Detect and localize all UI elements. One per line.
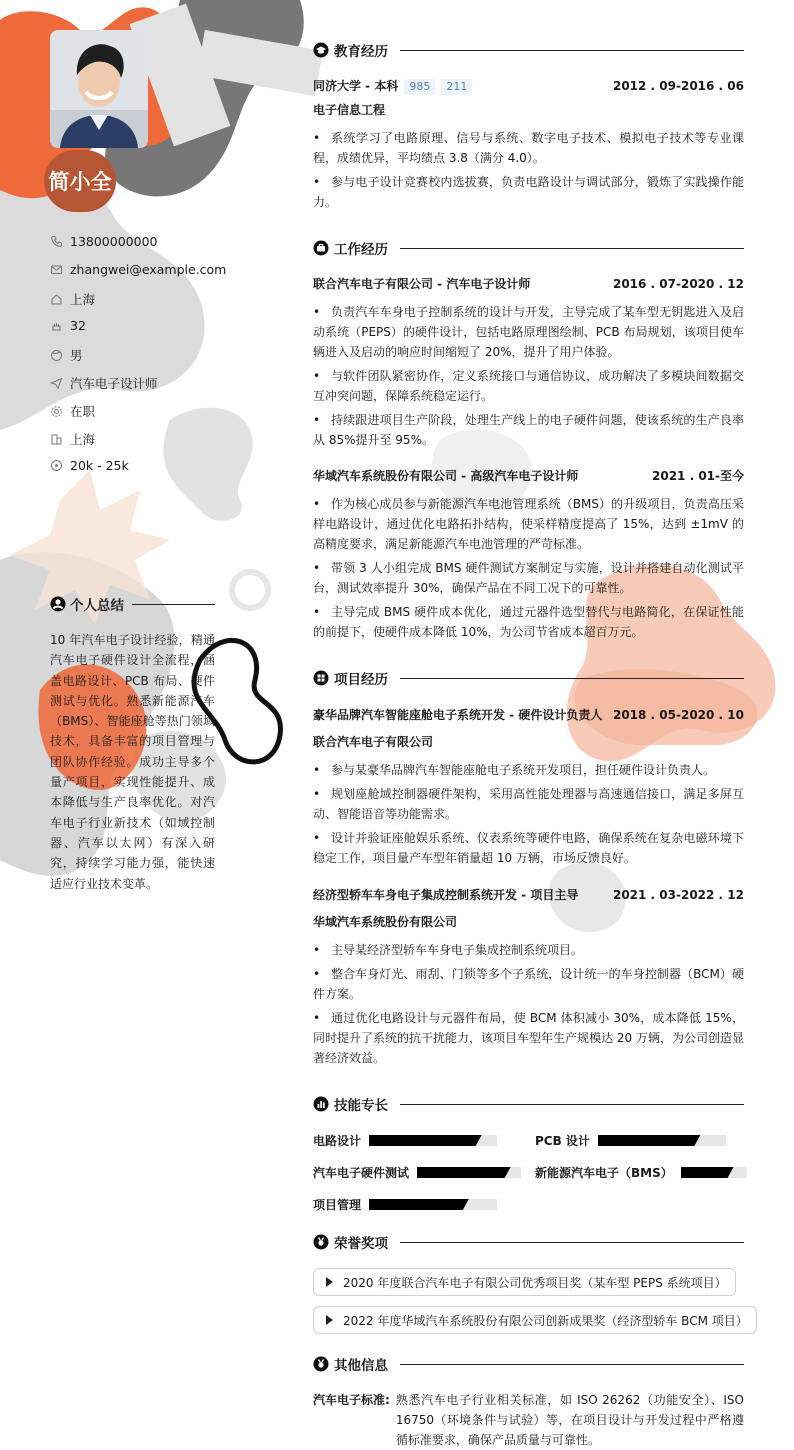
skill-bar-fill: [369, 1199, 469, 1210]
other-info-row: [313, 1390, 744, 1450]
bar-chart-icon: [313, 1096, 329, 1112]
skill-label: 项目管理: [313, 1198, 362, 1212]
job-title: 华域汽车系统股份有限公司 - 高级汽车电子设计师: [313, 469, 579, 483]
home-icon: [50, 293, 63, 306]
graduation-cap-icon: [313, 42, 329, 58]
summary-title: 个人总结: [70, 598, 124, 614]
skill-row: [313, 1196, 497, 1213]
award-item[interactable]: [313, 1268, 736, 1296]
status-icon: [50, 405, 63, 418]
project-date: 2018 . 05-2020 . 10: [612, 707, 744, 722]
award-text: 2020 年度联合汽车电子有限公司优秀项目奖（某车型 PEPS 系统项目）: [343, 1275, 727, 1290]
grid-icon: [313, 670, 329, 686]
summary-text: 10 年汽车电子设计经验，精通汽车电子硬件设计全流程，涵盖电路设计、PCB 布局、硬件测试与优化。熟悉新能源汽车（BMS）、智能座舱等热门领域技术，具备丰富的项目管理与团队协作经验。成功主导多个量产项目，实现性能提升、成本降低与生产良率优化。对汽车电子行业新技术（如域控制器、汽车以太网）有深入研究，持续学习能力强，能快速适应行业技术变革。: [50, 633, 215, 891]
skill-label: 汽车电子硬件测试: [313, 1166, 410, 1180]
education-date: 2012 . 09-2016 . 06: [612, 79, 744, 93]
section-title: 荣誉奖项: [334, 1236, 388, 1252]
school-name: 同济大学 - 本科: [313, 79, 399, 93]
medal-icon: [313, 1234, 329, 1250]
skill-label: PCB 设计: [535, 1134, 590, 1148]
list-item: • 与软件团队紧密协作，定义系统接口与通信协议，成功解决了多模块间数据交互冲突问题，保障系统稳定运行。: [313, 366, 744, 406]
contact-item: [50, 458, 129, 473]
list-item: • 主导完成 BMS 硬件成本优化，通过元器件选型替代与电路简化，在保证性能的前提下，使硬件成本降低 10%，为公司节省成本超百万元。: [313, 602, 744, 642]
job-bullets: [313, 302, 744, 454]
contact-item: [50, 346, 83, 364]
contact-item: [50, 430, 95, 448]
award-item[interactable]: [313, 1306, 757, 1334]
phone-icon: [50, 235, 63, 248]
skill-bar-fill: [681, 1167, 734, 1178]
divider: [400, 678, 744, 679]
list-item: • 参与某豪华品牌汽车智能座舱电子系统开发项目，担任硬件设计负责人。: [313, 760, 744, 780]
contact-text: 在职: [70, 404, 96, 419]
skill-label: 电路设计: [313, 1134, 362, 1148]
project-title: 豪华品牌汽车智能座舱电子系统开发 - 硬件设计负责人: [313, 708, 603, 722]
major: 电子信息工程: [313, 103, 386, 117]
skill-bar: [598, 1135, 726, 1146]
list-item: • 带领 3 人小组完成 BMS 硬件测试方案制定与实施，设计并搭建自动化测试平台，测试效率提升 30%，确保产品在不同工况下的可靠性。: [313, 558, 744, 598]
list-item: • 通过优化电路设计与元器件布局，使 BCM 体积减小 30%，成本降低 15%，同时提升了系统的抗干扰能力，该项目车型年生产规模达 20 万辆，为公司创造显著经济效益。: [313, 1008, 744, 1068]
section-title: 技能专长: [334, 1098, 388, 1114]
project-bullets: [313, 940, 744, 1072]
work-section-title: [313, 238, 744, 258]
school-tag: 985: [404, 79, 435, 95]
contact-text: 上海: [70, 432, 96, 447]
send-icon: [50, 377, 63, 390]
building-icon: [50, 433, 63, 446]
project-header: [313, 886, 744, 903]
awards-section-title: [313, 1232, 744, 1252]
list-item: • 持续跟进项目生产阶段，处理生产线上的电子硬件问题，使该系统的生产良率从 85%提升至 95%。: [313, 410, 744, 450]
project-bullets: [313, 760, 744, 872]
skill-row: [535, 1164, 747, 1181]
contact-text: 32: [70, 318, 86, 333]
skill-bar-fill: [369, 1135, 482, 1146]
contact-text: 13800000000: [70, 234, 158, 249]
divider: [400, 50, 744, 51]
mail-icon: [50, 263, 63, 276]
project-header: [313, 706, 744, 723]
job-date: 2021 . 01-至今: [652, 469, 744, 483]
job-date: 2016 . 07-2020 . 12: [612, 276, 744, 291]
school-tag: 211: [441, 79, 472, 95]
contact-item: [50, 374, 158, 392]
age-icon: [50, 319, 63, 332]
list-item: • 主导某经济型轿车车身电子集成控制系统项目。: [313, 940, 744, 960]
job-header: [313, 467, 744, 484]
triangle-right-icon: [326, 1277, 333, 1287]
skill-row: [313, 1164, 521, 1181]
skills-section-title: [313, 1094, 744, 1114]
school-line: [313, 77, 472, 95]
contact-item: [50, 234, 157, 249]
job-header: [313, 275, 744, 292]
list-item: • 整合车身灯光、雨刮、门锁等多个子系统，设计统一的车身控制器（BCM）硬件方案。: [313, 964, 744, 1004]
contact-item: [50, 290, 95, 308]
section-title: 教育经历: [334, 44, 388, 60]
list-item: • 负责汽车车身电子控制系统的设计与开发，主导完成了某车型无钥匙进入及启动系统（PEPS）的硬件设计，包括电路原理图绘制、PCB 布局规划，该项目使车辆进入及启动的响应时间缩短了 20%，提升了用户体验。: [313, 302, 744, 362]
divider: [400, 1364, 744, 1365]
triangle-right-icon: [326, 1315, 333, 1325]
skill-bar-fill: [417, 1167, 511, 1178]
contact-text: 汽车电子设计师: [70, 376, 158, 391]
contact-text: zhangwei@example.com: [70, 262, 227, 277]
contact-text: 20k - 25k: [70, 458, 129, 473]
contact-text: 男: [70, 348, 83, 363]
section-title: 项目经历: [334, 672, 388, 688]
list-item: • 系统学习了电路原理、信号与系统、数字电子技术、模拟电子技术等专业课程，成绩优异，平均绩点 3.8（满分 4.0）。: [313, 128, 744, 168]
salary-icon: [50, 459, 63, 472]
contact-item: [50, 318, 86, 333]
skill-row: [535, 1132, 726, 1149]
list-item: • 作为核心成员参与新能源汽车电池管理系统（BMS）的升级项目，负责高压采样电路设计，通过优化电路拓扑结构，使采样精度提高了 15%，达到 ±1mV 的高精度要求，满足新能源汽车电池管理的严苛标准。: [313, 494, 744, 554]
skill-bar: [681, 1167, 747, 1178]
skill-row: [313, 1132, 497, 1149]
skill-bar: [369, 1135, 497, 1146]
summary-section-title: [50, 594, 215, 614]
name-badge: 简小全: [44, 150, 116, 212]
skill-bar-fill: [598, 1135, 700, 1146]
project-date: 2021 . 03-2022 . 12: [612, 887, 744, 902]
projects-section-title: [313, 668, 744, 688]
education-section-title: [313, 40, 744, 60]
other-info-key: 汽车电子标准:: [313, 1393, 390, 1407]
education-bullets: [313, 128, 744, 216]
list-item: • 设计并验证座舱娱乐系统、仪表系统等硬件电路，确保系统在复杂电磁环境下稳定工作，项目量产车型年销量超 10 万辆，市场反馈良好。: [313, 828, 744, 868]
divider: [400, 1242, 744, 1243]
divider: [400, 1104, 744, 1105]
briefcase-icon: [313, 240, 329, 256]
section-title: 工作经历: [334, 242, 388, 258]
education-header: [313, 77, 744, 95]
section-title: 其他信息: [334, 1358, 388, 1374]
job-bullets: [313, 494, 744, 646]
gender-icon: [50, 349, 63, 362]
project-title: 经济型轿车车身电子集成控制系统开发 - 项目主导: [313, 888, 579, 902]
list-item: • 规划座舱域控制器硬件架构，采用高性能处理器与高速通信接口，满足多屏互动、智能语音等功能需求。: [313, 784, 744, 824]
skill-bar: [417, 1167, 521, 1178]
contact-item: [50, 402, 95, 420]
list-item: • 参与电子设计竞赛校内选拔赛，负责电路设计与调试部分，锻炼了实践操作能力。: [313, 172, 744, 212]
other-section-title: [313, 1354, 744, 1374]
project-company: 华域汽车系统股份有限公司: [313, 915, 458, 929]
divider: [400, 248, 744, 249]
contact-text: 上海: [70, 292, 96, 307]
award-text: 2022 年度华域汽车系统股份有限公司创新成果奖（经济型轿车 BCM 项目）: [343, 1313, 748, 1328]
divider: [132, 604, 215, 605]
job-title: 联合汽车电子有限公司 - 汽车电子设计师: [313, 277, 531, 291]
user-circle-icon: [50, 596, 66, 612]
other-info-value: 熟悉汽车电子行业相关标准，如 ISO 26262（功能安全）、ISO 16750（环境条件与试验）等，在项目设计与开发过程中严格遵循标准要求，确保产品质量与可靠性。: [395, 1393, 744, 1447]
contact-item: [50, 262, 226, 277]
medal-icon: [313, 1356, 329, 1372]
skill-bar: [369, 1199, 497, 1210]
project-company: 联合汽车电子有限公司: [313, 735, 434, 749]
skill-label: 新能源汽车电子（BMS）: [535, 1166, 673, 1180]
avatar: [50, 30, 148, 148]
